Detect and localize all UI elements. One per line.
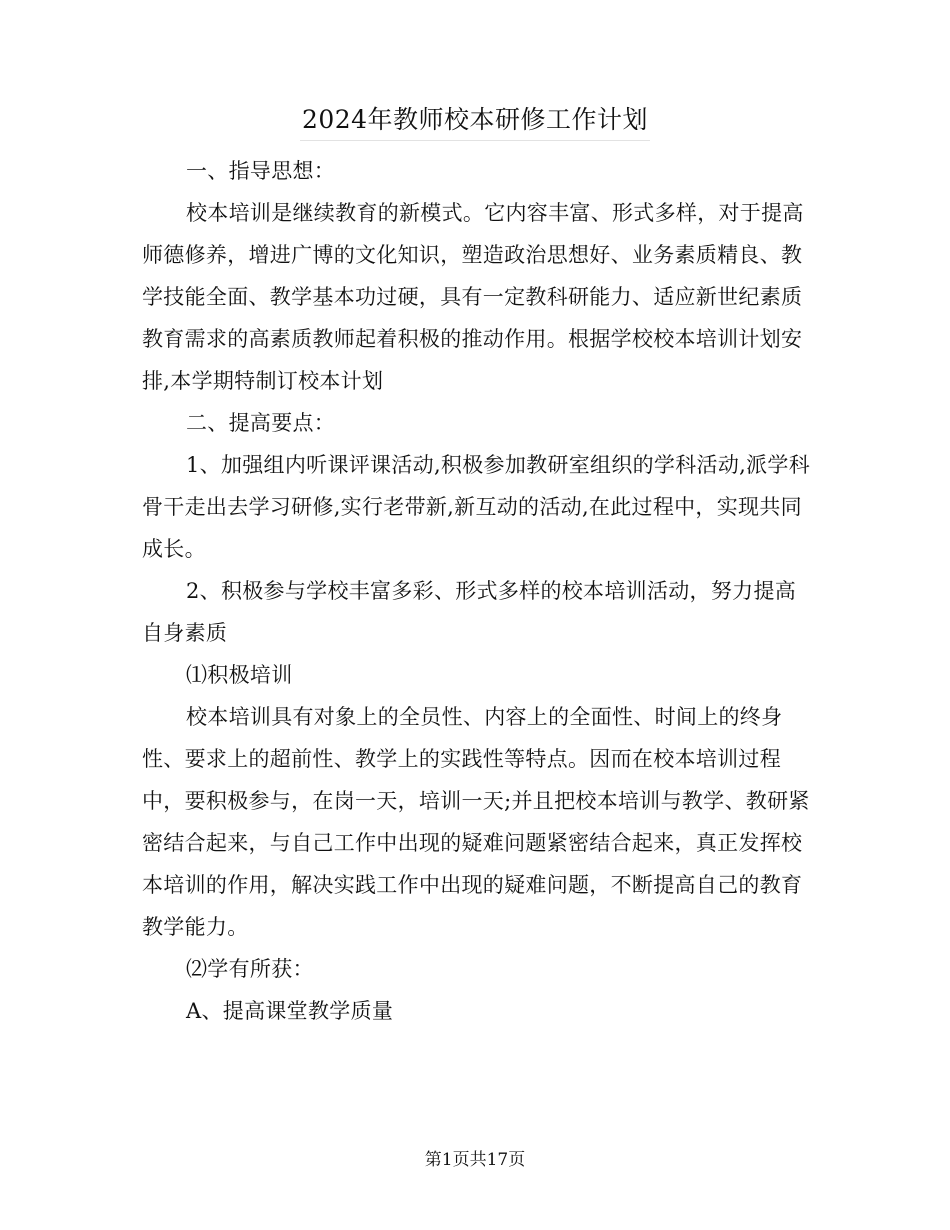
section-heading-key-points: 二、提高要点： [186,411,336,435]
paragraph-training-features: 校本培训具有对象上的全员性、内容上的全面性、时间上的终身性、要求上的超前性、教学上的实践性等特点。因而在校本培训过程中，要积极参与，在岗一天，培训一天;并且把校本培训与教学、教研紧密结合起来，与自己工作中出现的疑难问题紧密结合起来，真正发挥校本培训的作用，解决实践工作中出现的疑难问题，不断提高自己的教育教学能力。 [142,705,810,939]
page-number: 第1页共17页 [424,1150,526,1170]
page-footer [0,1148,950,1172]
document-body [142,150,810,1032]
section-heading-guiding-ideology: 一、指导思想： [186,159,336,183]
list-item-a: A、提高课堂教学质量 [186,999,394,1023]
subheading-learning-gains: ⑵学有所获： [186,957,314,981]
document-title-text: 2024年教师校本研修工作计划 [300,100,650,141]
document-title [0,100,950,141]
subheading-active-training: ⑴积极培训 [186,663,293,687]
paragraph-point-1: 1、加强组内听课评课活动,积极参加教研室组织的学科活动,派学科骨干走出去学习研修,实行老带新,新互动的活动,在此过程中，实现共同成长。 [142,453,811,561]
paragraph-point-2: 2、积极参与学校丰富多彩、形式多样的校本培训活动，努力提高自身素质 [142,579,797,645]
paragraph-school-training-intro: 校本培训是继续教育的新模式。它内容丰富、形式多样，对于提高师德修养，增进广博的文化知识，塑造政治思想好、业务素质精良、教学技能全面、教学基本功过硬，具有一定教科研能力、适应新世纪素质教育需求的高素质教师起着积极的推动作用。根据学校校本培训计划安排,本学期特制订校本计划 [142,201,804,393]
